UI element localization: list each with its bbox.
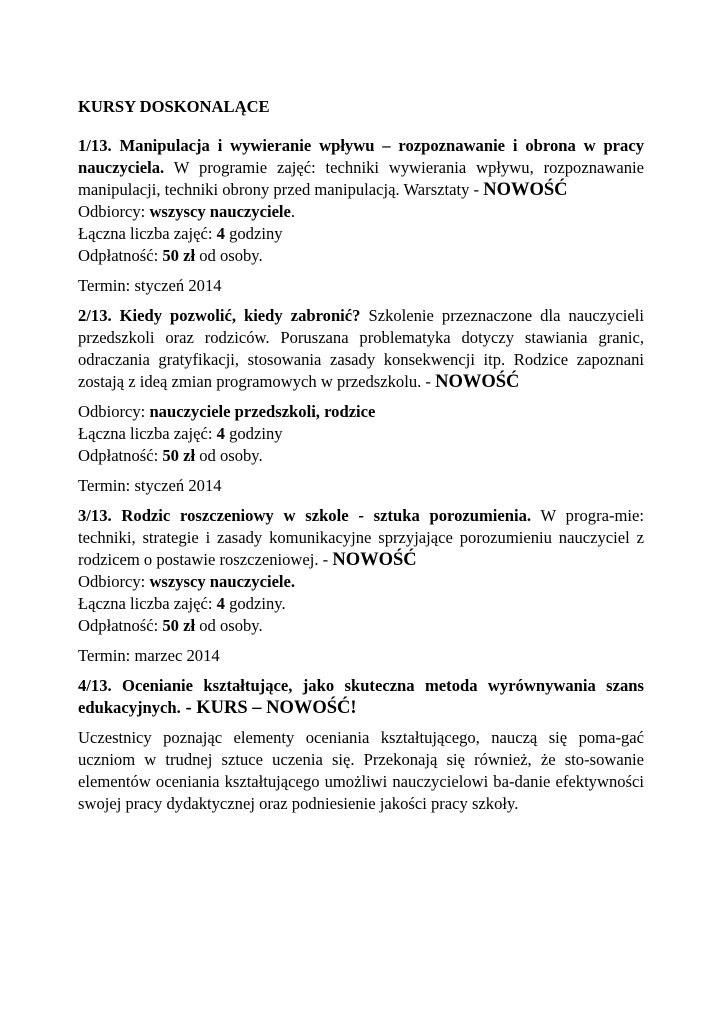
document-page	[78, 96, 644, 815]
course-1-audience: Odbiorcy: wszyscy nauczyciele.	[78, 202, 296, 221]
course-2-intro	[78, 305, 644, 393]
course-4-kurs-tag: - KURS – NOWOŚĆ!	[180, 698, 357, 718]
course-3-intro	[78, 505, 644, 571]
course-3-new-tag: NOWOŚĆ	[332, 550, 417, 570]
course-2-termin: Termin: styczeń 2014	[78, 476, 222, 495]
course-3-audience: Odbiorcy: wszyscy nauczyciele.	[78, 572, 296, 591]
course-2-audience: Odbiorcy: nauczyciele przedszkoli, rodzice	[78, 402, 376, 421]
course-4-intro	[78, 675, 644, 719]
course-3-fee: Odpłatność: 50 zł od osoby.	[78, 616, 263, 635]
course-3-title: 3/13. Rodzic roszczeniowy w szkole - sztuka porozumienia.	[78, 506, 532, 525]
course-1	[78, 135, 644, 297]
course-2-description: Szkolenie przeznaczone dla nauczycieli przedszkoli oraz rodziców. Poruszana problematyka dotyczy stawiania granic, odraczania gratyfikacji, stosowania zasady konsekwencji itp. Rodzice zapoznani zostają z ideą zmian programowych w przedszkolu. -	[78, 306, 644, 391]
course-4-title: 4/13. Ocenianie kształtujące, jako skuteczna metoda wyrównywania szans edukacyjnych.	[78, 676, 644, 717]
course-4-description: Uczestnicy poznając elementy oceniania kształtującego, nauczą się poma-gać uczniom w trudnej sztuce uczenia się. Przekonają się również, że sto-sowanie elementów oceniania kształtującego umożliwi nauczycielowi ba-danie efektywności swojej pracy dydaktycznej oraz podniesienie jakości pracy szkoły.	[78, 728, 644, 813]
course-1-termin: Termin: styczeń 2014	[78, 276, 222, 295]
course-2-hours: Łączna liczba zajęć: 4 godziny	[78, 424, 283, 443]
course-1-hours: Łączna liczba zajęć: 4 godziny	[78, 224, 283, 243]
course-1-fee: Odpłatność: 50 zł od osoby.	[78, 246, 263, 265]
course-3-hours: Łączna liczba zajęć: 4 godziny.	[78, 594, 286, 613]
course-1-title: 1/13. Manipulacja i wywieranie wpływu – rozpoznawanie i obrona w pracy nauczyciela.	[78, 136, 644, 177]
page-heading: KURSY DOSKONALĄCE	[78, 97, 270, 116]
course-1-new-tag: NOWOŚĆ	[483, 180, 568, 200]
course-3	[78, 505, 644, 667]
course-1-description: W programie zajęć: techniki wywierania wpływu, rozpoznawanie manipulacji, techniki obrony przed manipulacją. Warsztaty -	[78, 158, 644, 199]
course-1-intro	[78, 135, 644, 201]
course-2-fee: Odpłatność: 50 zł od osoby.	[78, 446, 263, 465]
course-3-description: W progra-mie: techniki, strategie i zasady komunikacyjne sprzyjające porozumieniu nauczyciel z rodzicem o postawie roszczeniowej. -	[78, 506, 645, 569]
course-2-title: 2/13. Kiedy pozwolić, kiedy zabronić?	[78, 306, 361, 325]
course-3-termin: Termin: marzec 2014	[78, 646, 220, 665]
course-2	[78, 305, 644, 497]
course-2-new-tag: NOWOŚĆ	[435, 372, 520, 392]
course-4	[78, 675, 644, 815]
